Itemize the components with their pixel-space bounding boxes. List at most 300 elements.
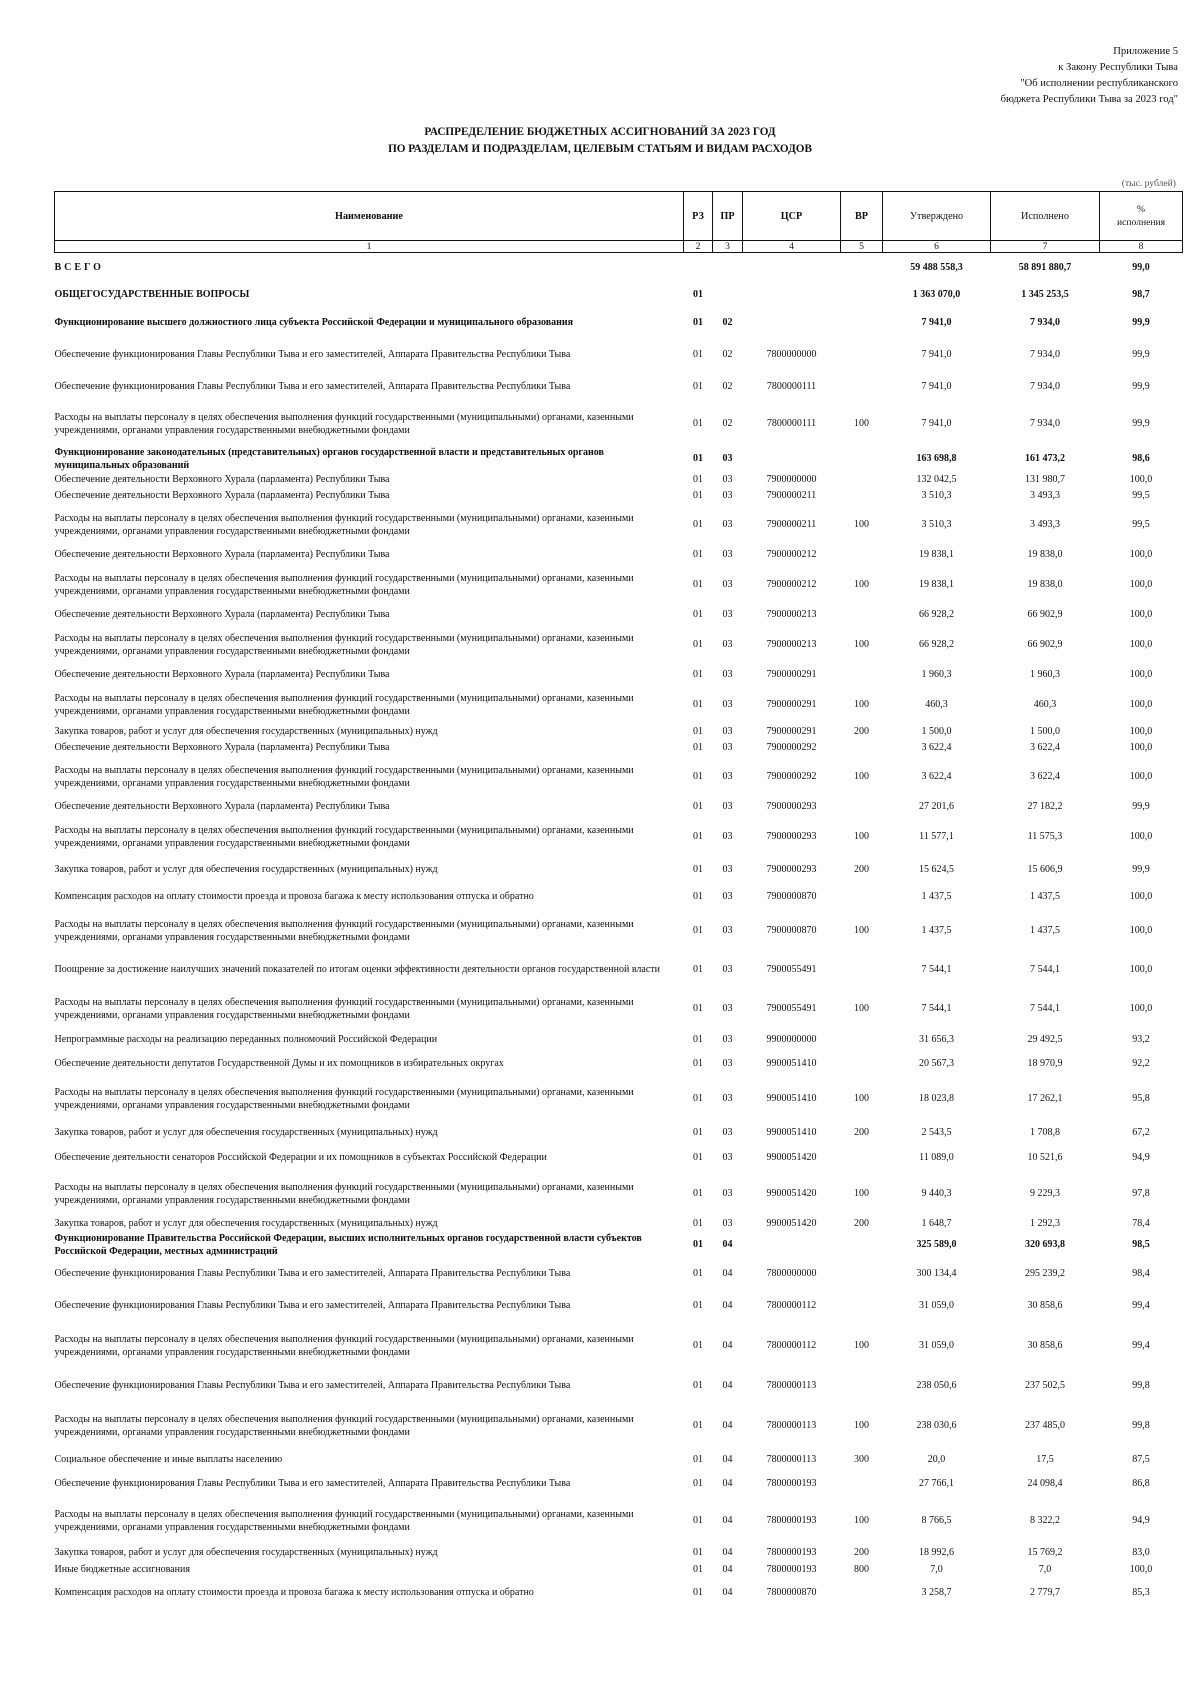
row-vr: 100 [854, 579, 869, 590]
table-row [55, 1029, 1183, 1051]
row-rz: 01 [693, 742, 703, 753]
row-pr: 03 [722, 639, 733, 650]
table-row [55, 1145, 1183, 1171]
row-vr: 200 [854, 1127, 869, 1138]
row-rz: 01 [693, 1034, 703, 1045]
row-csr: 7900000291 [766, 669, 817, 680]
row-pr [713, 253, 743, 283]
row-approved: 1 648,7 [921, 1218, 952, 1229]
row-rz: 01 [693, 771, 703, 782]
header-csr: ЦСР [743, 192, 841, 241]
row-name: Обеспечение деятельности сенаторов Российской Федерации и их помощников в субъектах Российской Федерации [54, 1152, 547, 1163]
row-name: ОБЩЕГОСУДАРСТВЕННЫЕ ВОПРОСЫ [54, 289, 250, 300]
row-rz: 01 [693, 1127, 703, 1138]
row-rz: 01 [693, 1587, 703, 1598]
row-pr: 04 [722, 1478, 733, 1489]
row-pr: 03 [722, 1218, 733, 1229]
row-pr: 04 [722, 1547, 733, 1558]
table-row [55, 473, 1183, 487]
row-percent: 99,5 [1132, 490, 1150, 501]
row-csr: 7900000213 [766, 639, 817, 650]
row-name: Расходы на выплаты персоналу в целях обеспечения выполнения функций государственными (муниципальными) органами, казенными учреждениями, органами управления государственными внебюджетными фондами [54, 632, 634, 657]
row-executed: 19 838,0 [1027, 549, 1063, 560]
row-pr [713, 283, 743, 307]
table-row [55, 403, 1183, 445]
row-rz: 01 [693, 609, 703, 620]
row-executed: 1 960,3 [1030, 669, 1060, 680]
table-row [55, 1449, 1183, 1471]
row-name: Расходы на выплаты персоналу в целях обеспечения выполнения функций государственными (муниципальными) органами, казенными учреждениями, органами управления государственными внебюджетными фондами [54, 996, 634, 1021]
row-executed: 7 934,0 [1030, 381, 1060, 392]
row-pr: 03 [722, 669, 733, 680]
row-approved: 59 488 558,3 [910, 262, 963, 274]
row-executed: 1 292,3 [1030, 1218, 1060, 1229]
table-row [55, 1289, 1183, 1323]
row-csr: 7800000000 [766, 1268, 817, 1279]
row-rz: 01 [693, 381, 703, 392]
row-csr: 7900000213 [766, 609, 817, 620]
table-row [55, 253, 1183, 283]
title-line-2: ПО РАЗДЕЛАМ И ПОДРАЗДЕЛАМ, ЦЕЛЕВЫМ СТАТЬЯМ И ВИДАМ РАСХОДОВ [388, 143, 812, 155]
row-pr: 03 [722, 1188, 733, 1199]
row-approved: 15 624,5 [919, 864, 954, 875]
row-approved: 1 437,5 [921, 925, 952, 936]
row-percent: 98,7 [1132, 289, 1150, 300]
row-approved: 11 089,0 [919, 1152, 954, 1163]
row-name: Расходы на выплаты персоналу в целях обеспечения выполнения функций государственными (муниципальными) органами, казенными учреждениями, органами управления государственными внебюджетными фондами [54, 1181, 634, 1206]
table-row [55, 797, 1183, 817]
table-header-row [55, 192, 1183, 241]
row-pr: 02 [722, 317, 733, 328]
row-percent: 100,0 [1129, 609, 1153, 620]
row-executed: 27 182,2 [1027, 801, 1063, 812]
row-csr: 7900000292 [766, 771, 817, 782]
row-rz: 01 [693, 1188, 703, 1199]
row-approved: 9 440,3 [921, 1188, 952, 1199]
header-rz: РЗ [684, 192, 713, 241]
row-executed: 1 437,5 [1030, 925, 1060, 936]
row-rz: 01 [693, 1420, 703, 1431]
row-approved: 7,0 [930, 1564, 943, 1575]
row-executed: 2 779,7 [1030, 1587, 1060, 1598]
row-rz: 01 [693, 864, 703, 875]
annex-line-3: "Об исполнении республиканского [1020, 78, 1178, 89]
row-vr: 100 [854, 1340, 869, 1351]
row-vr [841, 445, 883, 473]
row-percent: 99,5 [1132, 519, 1150, 530]
row-percent: 100,0 [1129, 726, 1153, 737]
row-csr [743, 1231, 841, 1259]
row-name: Обеспечение функционирования Главы Республики Тыва и его заместителей, Аппарата Правительства Республики Тыва [54, 381, 571, 392]
row-executed: 9 229,3 [1030, 1188, 1060, 1199]
column-number: 8 [1100, 241, 1183, 253]
row-executed: 1 345 253,5 [1021, 289, 1069, 300]
column-number-row [55, 241, 1183, 253]
row-approved: 1 437,5 [921, 891, 952, 902]
row-rz [684, 253, 713, 283]
table-row [55, 1561, 1183, 1579]
row-executed: 17 262,1 [1027, 1093, 1063, 1104]
row-approved: 31 656,3 [919, 1034, 954, 1045]
row-percent: 100,0 [1129, 1003, 1153, 1014]
table-row [55, 339, 1183, 371]
table-row [55, 545, 1183, 565]
row-executed: 295 239,2 [1025, 1268, 1065, 1279]
row-name: Обеспечение деятельности Верховного Хурала (парламента) Республики Тыва [54, 609, 390, 620]
table-row [55, 565, 1183, 605]
row-percent: 100,0 [1129, 964, 1153, 975]
annex-line-4: бюджета Республики Тыва за 2023 год" [1000, 94, 1178, 105]
table-row [55, 1051, 1183, 1077]
row-approved: 460,3 [925, 699, 948, 710]
row-percent: 100,0 [1129, 699, 1153, 710]
row-pr: 04 [722, 1239, 733, 1250]
row-csr: 9900051410 [766, 1093, 817, 1104]
row-executed: 320 693,8 [1025, 1239, 1065, 1250]
row-name: Закупка товаров, работ и услуг для обеспечения государственных (муниципальных) нужд [54, 1127, 438, 1138]
row-percent: 99,9 [1132, 381, 1150, 392]
row-approved: 7 941,0 [921, 349, 952, 360]
row-name: Обеспечение функционирования Главы Республики Тыва и его заместителей, Аппарата Правительства Республики Тыва [54, 1268, 571, 1279]
row-rz: 01 [693, 639, 703, 650]
row-percent: 86,8 [1132, 1478, 1150, 1489]
row-csr: 7900000870 [766, 925, 817, 936]
row-approved: 8 766,5 [921, 1515, 952, 1526]
row-csr: 7900000293 [766, 864, 817, 875]
row-percent: 67,2 [1132, 1127, 1150, 1138]
row-csr: 7900000291 [766, 726, 817, 737]
row-csr: 7900055491 [766, 1003, 817, 1014]
row-pr: 04 [722, 1268, 733, 1279]
row-percent: 83,0 [1132, 1547, 1150, 1558]
row-name: Обеспечение деятельности Верховного Хурала (парламента) Республики Тыва [54, 742, 390, 753]
row-csr: 7800000112 [766, 1340, 817, 1351]
row-vr [841, 1029, 883, 1051]
column-number: 4 [743, 241, 841, 253]
row-name: Обеспечение функционирования Главы Республики Тыва и его заместителей, Аппарата Правительства Республики Тыва [54, 349, 571, 360]
row-executed: 237 485,0 [1025, 1420, 1065, 1431]
row-approved: 238 030,6 [916, 1420, 957, 1431]
row-csr: 7900000211 [766, 519, 817, 530]
table-row [55, 739, 1183, 757]
table-row [55, 371, 1183, 403]
annex-line-1: Приложение 5 [1113, 46, 1178, 57]
row-csr: 7800000000 [766, 349, 817, 360]
header-vr: ВР [841, 192, 883, 241]
table-row [55, 725, 1183, 739]
row-executed: 7 544,1 [1030, 1003, 1060, 1014]
row-csr: 9900000000 [766, 1034, 817, 1045]
column-number: 7 [991, 241, 1100, 253]
row-executed: 19 838,0 [1027, 579, 1063, 590]
row-percent: 78,4 [1132, 1218, 1150, 1229]
table-row [55, 1579, 1183, 1607]
row-name: Компенсация расходов на оплату стоимости проезда и провоза багажа к месту использования отпуска и обратно [54, 1587, 534, 1598]
table-row [55, 883, 1183, 911]
row-percent: 99,8 [1132, 1420, 1150, 1431]
row-name: Закупка товаров, работ и услуг для обеспечения государственных (муниципальных) нужд [54, 1547, 438, 1558]
row-percent: 100,0 [1129, 639, 1153, 650]
row-approved: 66 928,2 [919, 639, 954, 650]
row-percent: 100,0 [1129, 1564, 1153, 1575]
row-pr: 02 [722, 418, 733, 429]
row-executed: 237 502,5 [1025, 1380, 1065, 1391]
row-percent: 100,0 [1129, 669, 1153, 680]
row-name: Иные бюджетные ассигнования [54, 1564, 190, 1575]
row-vr [841, 283, 883, 307]
row-name: Обеспечение функционирования Главы Республики Тыва и его заместителей, Аппарата Правительства Республики Тыва [54, 1300, 571, 1311]
header-approved: Утверждено [883, 192, 991, 241]
row-pr: 04 [722, 1515, 733, 1526]
row-approved: 7 941,0 [921, 381, 952, 392]
row-pr: 03 [722, 490, 733, 501]
table-row [55, 1497, 1183, 1545]
row-vr: 100 [854, 519, 869, 530]
row-executed: 1 500,0 [1030, 726, 1060, 737]
row-executed: 15 606,9 [1027, 864, 1063, 875]
row-approved: 20,0 [927, 1454, 946, 1465]
row-csr: 7800000193 [766, 1478, 817, 1489]
document-title [0, 124, 1200, 158]
row-executed: 10 521,6 [1027, 1152, 1063, 1163]
row-rz: 01 [693, 317, 703, 328]
table-row [55, 1231, 1183, 1259]
row-pr: 03 [722, 1152, 733, 1163]
row-executed: 131 980,7 [1025, 474, 1065, 485]
row-rz: 01 [693, 1515, 703, 1526]
table-row [55, 1259, 1183, 1289]
row-vr [841, 605, 883, 625]
table-row [55, 283, 1183, 307]
row-approved: 66 928,2 [919, 609, 954, 620]
row-approved: 20 567,3 [919, 1058, 954, 1069]
row-vr [841, 1051, 883, 1077]
row-executed: 3 493,3 [1030, 490, 1060, 501]
row-executed: 30 858,6 [1027, 1340, 1063, 1351]
table-row [55, 1403, 1183, 1449]
row-pr: 04 [722, 1300, 733, 1311]
row-pr: 04 [722, 1454, 733, 1465]
row-csr: 7800000111 [766, 418, 817, 429]
row-executed: 24 098,4 [1027, 1478, 1063, 1489]
row-rz: 01 [693, 699, 703, 710]
row-approved: 7 941,0 [921, 418, 952, 429]
row-executed: 66 902,9 [1027, 609, 1063, 620]
row-percent: 99,9 [1132, 349, 1150, 360]
row-name: Расходы на выплаты персоналу в целях обеспечения выполнения функций государственными (муниципальными) органами, казенными учреждениями, органами управления государственными внебюджетными фондами [54, 692, 634, 717]
row-approved: 3 258,7 [921, 1587, 952, 1598]
row-name: Обеспечение функционирования Главы Республики Тыва и его заместителей, Аппарата Правительства Республики Тыва [54, 1380, 571, 1391]
row-vr: 100 [854, 639, 869, 650]
row-vr: 100 [854, 1188, 869, 1199]
row-vr: 100 [854, 699, 869, 710]
table-row [55, 989, 1183, 1029]
row-vr: 100 [854, 771, 869, 782]
row-vr: 100 [854, 1515, 869, 1526]
row-percent: 100,0 [1129, 831, 1153, 842]
row-name: Обеспечение деятельности Верховного Хурала (парламента) Республики Тыва [54, 669, 390, 680]
row-vr [841, 487, 883, 505]
row-name: Расходы на выплаты персоналу в целях обеспечения выполнения функций государственными (муниципальными) органами, казенными учреждениями, органами управления государственными внебюджетными фондами [54, 512, 634, 537]
row-percent: 100,0 [1129, 579, 1153, 590]
row-vr: 200 [854, 1547, 869, 1558]
row-name: Обеспечение деятельности Верховного Хурала (парламента) Республики Тыва [54, 549, 390, 560]
row-percent: 99,4 [1132, 1340, 1150, 1351]
row-executed: 11 575,3 [1027, 831, 1063, 842]
row-vr [841, 1145, 883, 1171]
table-row [55, 757, 1183, 797]
row-percent: 99,9 [1132, 801, 1150, 812]
row-name: Расходы на выплаты персоналу в целях обеспечения выполнения функций государственными (муниципальными) органами, казенными учреждениями, органами управления государственными внебюджетными фондами [54, 764, 634, 789]
table-row [55, 857, 1183, 883]
row-rz: 01 [693, 1547, 703, 1558]
row-name: Расходы на выплаты персоналу в целях обеспечения выполнения функций государственными (муниципальными) органами, казенными учреждениями, органами управления государственными внебюджетными фондами [54, 1086, 634, 1111]
row-vr [841, 739, 883, 757]
title-line-1: РАСПРЕДЕЛЕНИЕ БЮДЖЕТНЫХ АССИГНОВАНИЙ ЗА 2023 ГОД [424, 126, 776, 138]
row-pr: 04 [722, 1420, 733, 1431]
row-executed: 1 437,5 [1030, 891, 1060, 902]
table-row [55, 1323, 1183, 1369]
row-rz: 01 [693, 579, 703, 590]
row-csr: 7800000193 [766, 1547, 817, 1558]
row-vr [841, 951, 883, 989]
row-executed: 460,3 [1033, 699, 1057, 710]
row-executed: 18 970,9 [1027, 1058, 1063, 1069]
row-approved: 3 510,3 [921, 490, 952, 501]
row-name: Поощрение за достижение наилучших значений показателей по итогам оценки эффективности деятельности органов государственной власти [54, 964, 661, 975]
row-vr [841, 797, 883, 817]
row-executed: 15 769,2 [1027, 1547, 1063, 1558]
row-rz: 01 [693, 1003, 703, 1014]
annex-block [918, 44, 1178, 108]
row-executed: 3 493,3 [1030, 519, 1060, 530]
row-rz: 01 [693, 1093, 703, 1104]
row-executed: 30 858,6 [1027, 1300, 1063, 1311]
row-executed: 7 934,0 [1030, 349, 1060, 360]
row-rz: 01 [693, 801, 703, 812]
row-vr [841, 339, 883, 371]
row-csr: 7800000193 [766, 1515, 817, 1526]
row-percent: 99,4 [1132, 1300, 1150, 1311]
row-csr: 7900000292 [766, 742, 817, 753]
row-rz: 01 [693, 1058, 703, 1069]
row-vr: 100 [854, 1420, 869, 1431]
row-approved: 7 544,1 [921, 1003, 952, 1014]
row-csr: 7900000291 [766, 699, 817, 710]
row-csr: 7900000212 [766, 549, 817, 560]
row-vr: 200 [854, 726, 869, 737]
row-approved: 1 500,0 [921, 726, 952, 737]
table-row [55, 1121, 1183, 1145]
row-csr: 7900000870 [766, 891, 817, 902]
row-approved: 3 622,4 [921, 771, 952, 782]
row-name: Непрограммные расходы на реализацию переданных полномочий Российской Федерации [54, 1034, 438, 1045]
row-csr: 7900000211 [766, 490, 817, 501]
row-pr: 03 [722, 964, 733, 975]
row-name: Закупка товаров, работ и услуг для обеспечения государственных (муниципальных) нужд [54, 726, 438, 737]
table-row [55, 307, 1183, 339]
budget-table [54, 191, 1183, 1607]
row-vr: 300 [854, 1454, 869, 1465]
row-csr: 7800000113 [766, 1420, 817, 1431]
row-csr: 7800000113 [766, 1454, 817, 1465]
table-row [55, 625, 1183, 665]
row-csr: 7800000193 [766, 1564, 817, 1575]
row-percent: 98,5 [1132, 1239, 1150, 1250]
row-vr: 100 [854, 418, 869, 429]
table-row [55, 505, 1183, 545]
row-percent: 94,9 [1132, 1515, 1150, 1526]
row-percent: 92,2 [1132, 1058, 1150, 1069]
row-csr: 7900000212 [766, 579, 817, 590]
row-approved: 27 201,6 [919, 801, 954, 812]
row-vr: 100 [854, 925, 869, 936]
row-name: Компенсация расходов на оплату стоимости проезда и провоза багажа к месту использования отпуска и обратно [54, 891, 534, 902]
row-rz: 01 [693, 453, 703, 464]
row-rz: 01 [693, 1239, 703, 1250]
row-percent: 99,0 [1132, 262, 1150, 274]
row-pr: 03 [722, 474, 733, 485]
row-vr [841, 1231, 883, 1259]
row-name: Обеспечение деятельности Верховного Хурала (парламента) Республики Тыва [54, 801, 390, 812]
row-csr: 7900055491 [766, 964, 817, 975]
row-executed: 66 902,9 [1027, 639, 1063, 650]
row-percent: 100,0 [1129, 742, 1153, 753]
row-percent: 99,9 [1132, 864, 1150, 875]
row-approved: 1 960,3 [921, 669, 952, 680]
header-name: Наименование [55, 192, 684, 241]
row-percent: 97,8 [1132, 1188, 1150, 1199]
row-name: Расходы на выплаты персоналу в целях обеспечения выполнения функций государственными (муниципальными) органами, казенными учреждениями, органами управления государственными внебюджетными фондами [54, 572, 634, 597]
row-vr [841, 1289, 883, 1323]
row-rz: 01 [693, 519, 703, 530]
row-name: Функционирование законодательных (представительных) органов государственной власти и представительных органов муниципальных образований [54, 446, 604, 471]
row-rz: 01 [693, 1380, 703, 1391]
row-name: Функционирование высшего должностного лица субъекта Российской Федерации и муниципального образования [54, 317, 574, 328]
row-csr: 7900000000 [766, 474, 817, 485]
row-pr: 03 [722, 771, 733, 782]
row-percent: 100,0 [1129, 925, 1153, 936]
row-rz: 01 [693, 1454, 703, 1465]
table-row [55, 605, 1183, 625]
table-row [55, 1545, 1183, 1561]
row-csr: 9900051420 [766, 1188, 817, 1199]
table-row [55, 951, 1183, 989]
row-percent: 99,9 [1132, 317, 1150, 328]
row-vr [841, 473, 883, 487]
row-name: Расходы на выплаты персоналу в целях обеспечения выполнения функций государственными (муниципальными) органами, казенными учреждениями, органами управления государственными внебюджетными фондами [54, 411, 634, 436]
row-pr: 03 [722, 1003, 733, 1014]
column-number: 6 [883, 241, 991, 253]
row-rz: 01 [693, 964, 703, 975]
row-rz: 01 [693, 1564, 703, 1575]
row-csr [743, 283, 841, 307]
table-row [55, 1471, 1183, 1497]
column-number: 3 [713, 241, 743, 253]
row-csr: 9900051420 [766, 1152, 817, 1163]
units-note: (тыс. рублей) [1121, 178, 1176, 189]
row-name: Расходы на выплаты персоналу в целях обеспечения выполнения функций государственными (муниципальными) органами, казенными учреждениями, органами управления государственными внебюджетными фондами [54, 824, 634, 849]
row-rz: 01 [693, 549, 703, 560]
row-rz: 01 [693, 1218, 703, 1229]
row-executed: 7 934,0 [1030, 317, 1060, 328]
row-approved: 163 698,8 [916, 453, 957, 464]
row-pr: 03 [722, 579, 733, 590]
row-percent: 100,0 [1129, 891, 1153, 902]
row-vr [841, 307, 883, 339]
header-pr: ПР [713, 192, 743, 241]
row-rz: 01 [693, 1340, 703, 1351]
